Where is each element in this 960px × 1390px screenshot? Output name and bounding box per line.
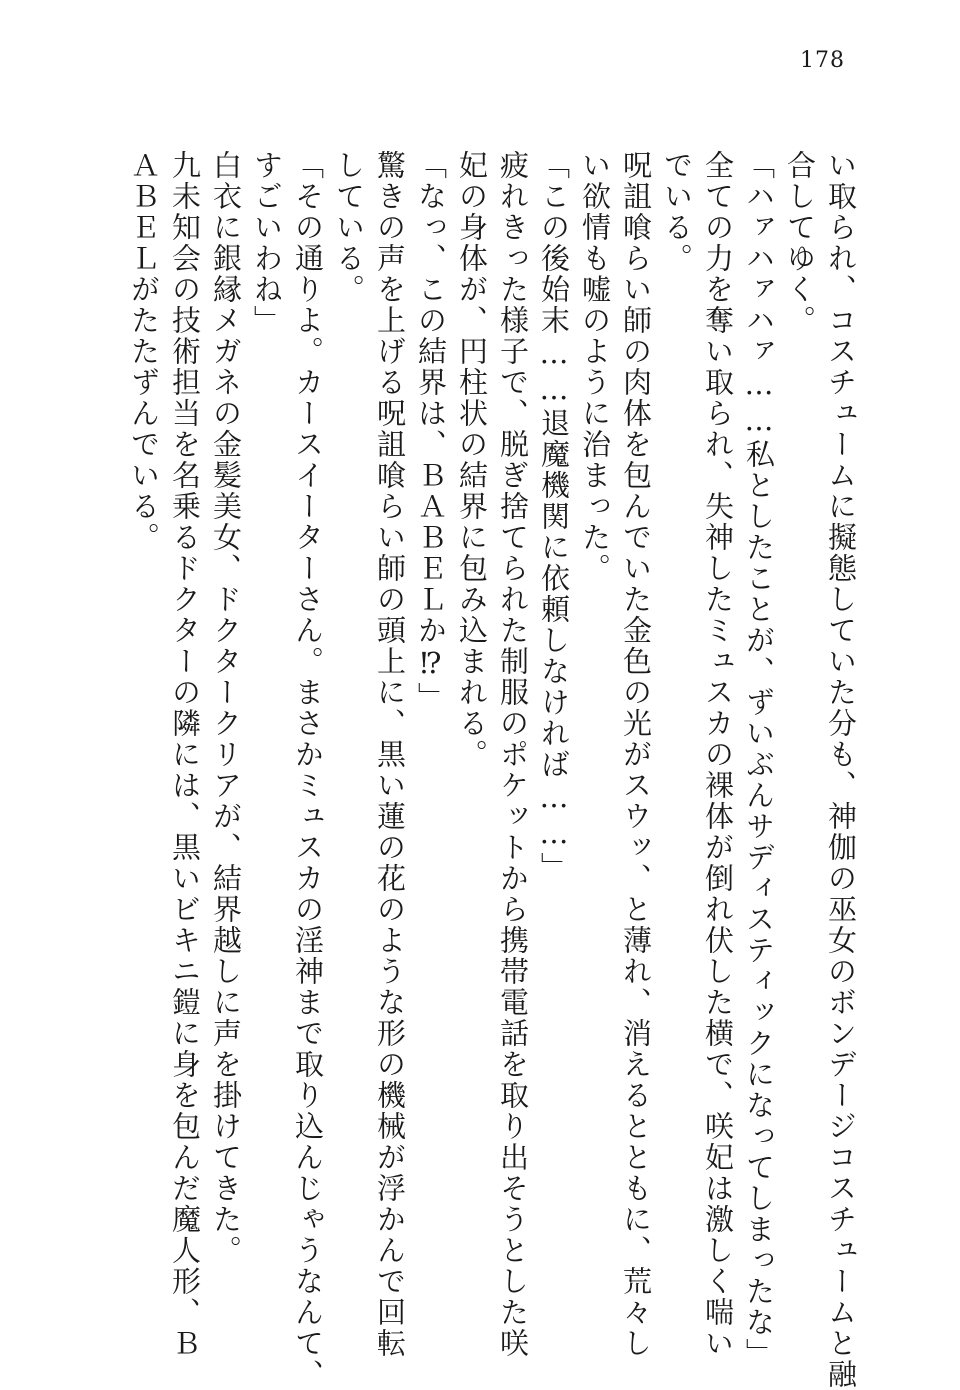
body-text xyxy=(115,150,858,1390)
text-line: 呪詛喰らい師の肉体を包んでいた金色の光がスウッ、と薄れ、消えるとともに、荒々し xyxy=(619,150,653,1359)
text-line: 「その通りよ。カースイーターさん。まさかミュスカの淫神まで取り込んじゃうなんて、 xyxy=(291,150,325,1390)
text-line: 「この後始末……退魔機関に依頼しなければ……」 xyxy=(537,150,571,883)
text-line: すごいわね」 xyxy=(250,150,284,336)
text-line: 驚きの声を上げる呪詛喰らい師の頭上に、黒い蓮の花のような形の機械が浮かんで回転 xyxy=(373,150,407,1359)
text-line: い欲情も嘘のように治まった。 xyxy=(578,150,612,584)
text-line: 「なっ、この結界は、ＢＡＢＥＬか⁉」 xyxy=(414,150,448,713)
text-line: 全ての力を奪い取られ、失神したミュスカの裸体が倒れ伏した横で、咲妃は激しく喘い xyxy=(701,150,735,1359)
page-number: 178 xyxy=(800,48,845,73)
text-line: でいる。 xyxy=(660,150,694,274)
text-line: い取られ、コスチュームに擬態していた分も、神伽の巫女のボンデージコスチュームと融 xyxy=(824,150,858,1390)
text-line: 妃の身体が、円柱状の結界に包み込まれる。 xyxy=(455,150,489,770)
text-line: 白衣に銀縁メガネの金髪美女、ドクタークリアが、結界越しに声を掛けてきた。 xyxy=(209,150,243,1266)
text-line: ＡＢＥＬがたたずんでいる。 xyxy=(127,150,161,553)
text-line: している。 xyxy=(332,150,366,305)
text-line: 「ハァハァハァ……私としたことが、ずいぶんサディスティックになってしまったな」 xyxy=(742,150,776,1369)
text-line: 九未知会の技術担当を名乗るドクターの隣には、黒いビキニ鎧に身を包んだ魔人形、Ｂ xyxy=(168,150,202,1359)
text-line: 疲れきった様子で、脱ぎ捨てられた制服のポケットから携帯電話を取り出そうとした咲 xyxy=(496,150,530,1359)
text-line: 合してゆく。 xyxy=(783,150,817,336)
